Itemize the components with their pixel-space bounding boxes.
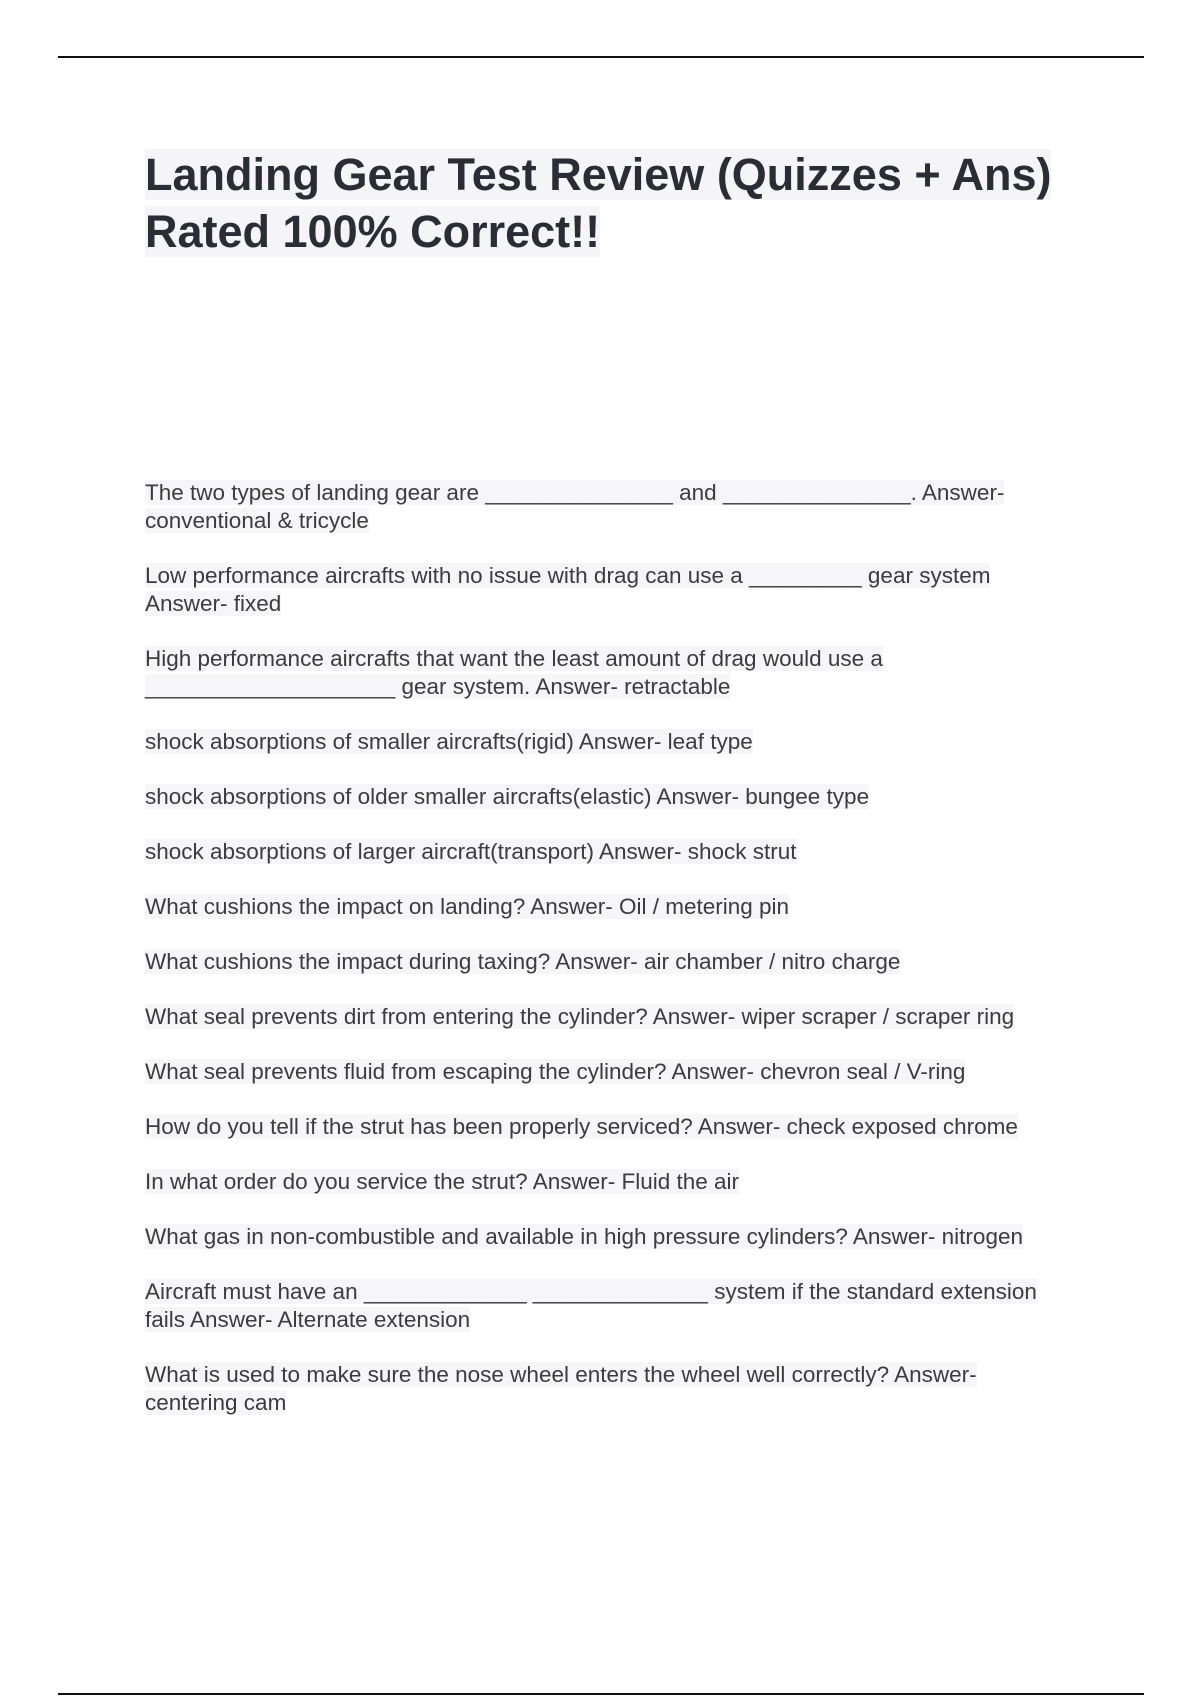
qa-text: High performance aircrafts that want the least amount of drag would use a ____________________ gear system. Answer- retractable	[145, 646, 883, 699]
qa-text: shock absorptions of older smaller aircrafts(elastic) Answer- bungee type	[145, 784, 870, 809]
qa-item	[145, 838, 1065, 866]
qa-text: In what order do you service the strut? Answer- Fluid the air	[145, 1169, 740, 1194]
qa-item	[145, 1278, 1065, 1334]
qa-item	[145, 1058, 1065, 1086]
qa-text: Aircraft must have an _____________ ______________ system if the standard extension fails Answer- Alternate extension	[145, 1279, 1037, 1332]
qa-text: Low performance aircrafts with no issue with drag can use a _________ gear system Answer- fixed	[145, 563, 991, 616]
qa-item	[145, 1361, 1065, 1417]
qa-text: The two types of landing gear are _______________ and _______________. Answer- conventional & tricycle	[145, 480, 1005, 533]
qa-item	[145, 1003, 1065, 1031]
qa-text: What seal prevents fluid from escaping the cylinder? Answer- chevron seal / V-ring	[145, 1059, 966, 1084]
bottom-rule	[58, 1693, 1144, 1695]
qa-item	[145, 479, 1065, 535]
qa-text: shock absorptions of smaller aircrafts(rigid) Answer- leaf type	[145, 729, 753, 754]
qa-text: What seal prevents dirt from entering the cylinder? Answer- wiper scraper / scraper ring	[145, 1004, 1015, 1029]
qa-text: What cushions the impact during taxing? Answer- air chamber / nitro charge	[145, 949, 901, 974]
qa-list	[145, 479, 1065, 1444]
top-rule	[58, 56, 1144, 58]
qa-text: How do you tell if the strut has been properly serviced? Answer- check exposed chrome	[145, 1114, 1018, 1139]
qa-item	[145, 783, 1065, 811]
qa-text: What cushions the impact on landing? Answer- Oil / metering pin	[145, 894, 790, 919]
qa-item	[145, 1113, 1065, 1141]
qa-text: What is used to make sure the nose wheel enters the wheel well correctly? Answer- centering cam	[145, 1362, 977, 1415]
qa-item	[145, 948, 1065, 976]
qa-item	[145, 728, 1065, 756]
qa-text: What gas in non-combustible and available in high pressure cylinders? Answer- nitrogen	[145, 1224, 1023, 1249]
document-title: Landing Gear Test Review (Quizzes + Ans) Rated 100% Correct!!	[145, 149, 1052, 257]
qa-item	[145, 1168, 1065, 1196]
qa-item	[145, 1223, 1065, 1251]
qa-text: shock absorptions of larger aircraft(transport) Answer- shock strut	[145, 839, 797, 864]
qa-item	[145, 893, 1065, 921]
qa-item	[145, 562, 1065, 618]
document-title-block	[145, 146, 1053, 260]
qa-item	[145, 645, 1065, 701]
